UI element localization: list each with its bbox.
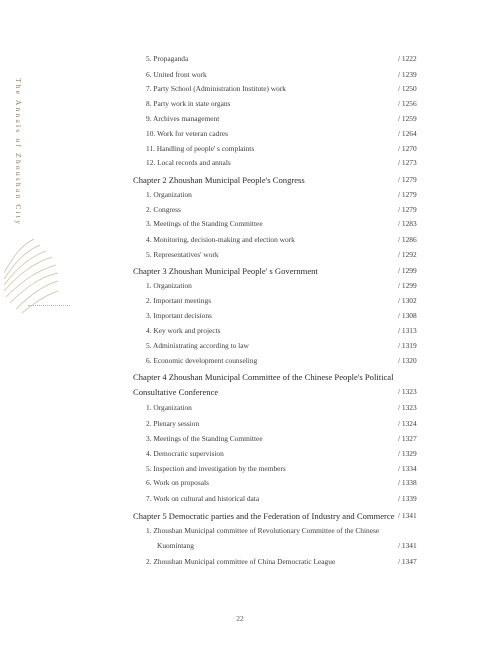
toc-entry-page: / 1273 [398,158,417,168]
toc-entry-title: 3. Meetings of the Standing Committee [146,219,263,229]
toc-chapter-row[interactable] [0,265,480,279]
toc-entry-page: / 1338 [398,478,417,488]
toc-section-row[interactable] [0,189,480,203]
toc-section-row[interactable] [0,556,480,570]
toc-entry-page: / 1334 [398,463,417,473]
toc-chapter-row[interactable] [0,386,480,400]
toc-section-row[interactable] [0,69,480,83]
toc-entry-title: 6. Work on proposals [146,478,209,488]
toc-entry-page: / 1256 [398,99,417,109]
toc-section-row[interactable] [0,477,480,491]
toc-entry-page: / 1341 [398,510,417,520]
toc-section-row[interactable] [0,310,480,324]
toc-section-row[interactable] [0,295,480,309]
toc-section-row[interactable] [0,98,480,112]
toc-entry-page: / 1313 [398,326,417,336]
toc-entry-page: / 1299 [398,281,417,291]
toc-section-row[interactable] [0,493,480,507]
toc-entry-page: / 1286 [398,234,417,244]
toc-entry-title: Chapter 3 Zhoushan Municipal People' s Government [133,265,318,276]
toc-entry-page: / 1250 [398,84,417,94]
toc-entry-page: / 1279 [398,190,417,200]
toc-section-row[interactable] [0,218,480,232]
toc-section-row[interactable] [0,113,480,127]
toc-entry-page: / 1279 [398,204,417,214]
toc-entry-title: Kuomintang [157,541,194,551]
toc-entry-title: 4. Democratic supervision [146,449,224,459]
toc-entry-title: 5. Inspection and investigation by the members [146,463,286,473]
toc-entry-title: 2. Zhoushan Municipal committee of China Democratic League [146,556,336,566]
toc-entry-title: 8. Party work in state organs [146,99,231,109]
toc-section-row[interactable] [0,128,480,142]
toc-section-row[interactable] [0,340,480,354]
toc-entry-title: 10. Work for veteran cadres [146,129,228,139]
toc-section-row[interactable] [0,418,480,432]
toc-section-row[interactable] [0,355,480,369]
toc-entry-title: 5. Representatives' work [146,249,219,259]
toc-entry-title: 6. Economic development counseling [146,356,258,366]
toc-entry-title: 6. United front work [146,69,207,79]
toc-section-row[interactable] [0,525,480,539]
book-title-vertical: The Annals of Zhoushan City [14,78,23,227]
toc-entry-title: 2. Plenary session [146,418,200,428]
toc-chapter-row[interactable] [0,371,480,385]
toc-section-row[interactable] [0,433,480,447]
toc-entry-page: / 1324 [398,418,417,428]
toc-entry-page: / 1347 [398,556,417,566]
toc-section-row[interactable] [0,280,480,294]
toc-entry-page: / 1270 [398,143,417,153]
toc-section-row[interactable] [0,402,480,416]
toc-entry-title: Chapter 4 Zhoushan Municipal Committee of the Chinese People's Political [133,371,394,382]
toc-entry-title: 5. Propaganda [146,54,189,64]
toc-entry-page: / 1292 [398,249,417,259]
toc-entry-title: 2. Congress [146,204,181,214]
toc-section-row[interactable] [0,249,480,263]
toc-entry-page: / 1283 [398,219,417,229]
toc-section-row[interactable] [0,540,480,554]
toc-entry-title: 9. Archives management [146,113,220,123]
toc-entry-page: / 1341 [398,541,417,551]
toc-chapter-row[interactable] [0,174,480,188]
toc-entry-title: 1. Organization [146,281,192,291]
toc-entry-page: / 1308 [398,310,417,320]
toc-entry-title: 4. Monitoring, decision-making and election work [146,234,295,244]
toc-section-row[interactable] [0,448,480,462]
toc-entry-title: Consultative Conference [133,387,219,398]
toc-entry-page: / 1319 [398,340,417,350]
toc-entry-title: 3. Meetings of the Standing Committee [146,433,263,443]
toc-section-row[interactable] [0,463,480,477]
toc-entry-title: Chapter 2 Zhoushan Municipal People's Congress [133,174,305,185]
toc-entry-page: / 1264 [398,129,417,139]
toc-entry-title: 1. Zhoushan Municipal committee of Revolutionary Committee of the Chinese [146,526,380,536]
toc-entry-page: / 1222 [398,54,417,64]
toc-entry-page: / 1302 [398,295,417,305]
toc-entry-title: Chapter 5 Democratic parties and the Federation of Industry and Commerce [133,510,395,521]
toc-section-row[interactable] [0,234,480,248]
toc-entry-title: 1. Organization [146,190,192,200]
page-number: 22 [236,614,244,623]
toc-section-row[interactable] [0,157,480,171]
toc-section-row[interactable] [0,53,480,67]
toc-entry-page: / 1299 [398,265,417,275]
toc-entry-title: 1. Organization [146,403,192,413]
toc-entry-page: / 1329 [398,449,417,459]
toc-entry-title: 4. Key work and projects [146,326,221,336]
toc-entry-title: 7. Party School (Administration Institute) work [146,84,286,94]
toc-entry-title: 7. Work on cultural and historical data [146,493,260,503]
toc-entry-title: 2. Important meetings [146,295,212,305]
toc-chapter-row[interactable] [0,510,480,524]
toc-section-row[interactable] [0,325,480,339]
toc-entry-title: 3. Important decisions [146,310,212,320]
toc-entry-page: / 1259 [398,113,417,123]
toc-entry-page: / 1339 [398,493,417,503]
toc-entry-page: / 1327 [398,433,417,443]
toc-entry-title: 5. Administrating according to law [146,340,249,350]
toc-entry-page: / 1323 [398,403,417,413]
toc-entry-title: 12. Local records and annals [146,158,231,168]
toc-entry-page: / 1320 [398,356,417,366]
toc-section-row[interactable] [0,83,480,97]
toc-section-row[interactable] [0,204,480,218]
toc-section-row[interactable] [0,143,480,157]
toc-entry-page: / 1239 [398,69,417,79]
toc-entry-page: / 1279 [398,174,417,184]
toc-entry-title: 11. Handling of people' s complaints [146,143,255,153]
toc-entry-page: / 1323 [398,387,417,397]
